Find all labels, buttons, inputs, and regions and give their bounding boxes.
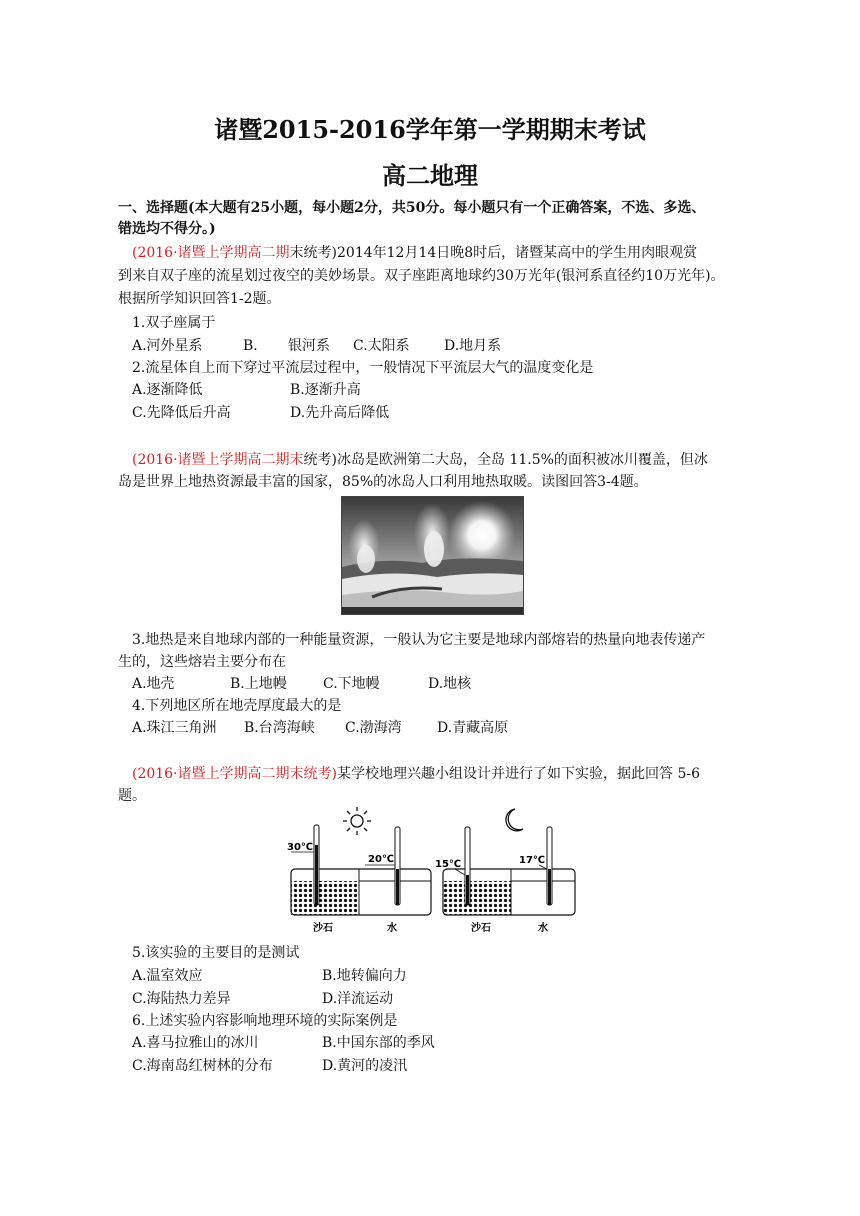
group1-intro-line1 [132,243,697,263]
q1-option-c: C.太阳系 [353,338,410,354]
q6-option-d: D.黄河的凌汛 [322,1058,408,1074]
experiment-diagram [283,803,583,938]
group2-intro-line1 [132,450,708,470]
intro-text: 某学校地理兴趣小组设计并进行了如下实验，据此回答 5-6 [337,766,701,782]
intro-text: 统考)冰岛是欧洲第二大岛，全岛 11.5%的面积被冰川覆盖，但冰 [303,452,708,468]
q4-option-b: B.台湾海峡 [244,720,315,736]
day-container [291,825,431,915]
group2-intro-line2: 岛是世界上地热资源最丰富的国家，85%的冰岛人口利用地热取暖。读图回答3-4题。 [118,474,648,490]
q2-option-d: D.先升高后降低 [290,405,390,421]
q5-option-c: C.海陆热力差异 [132,991,231,1007]
group1-intro-line3: 根据所学知识回答1-2题。 [118,291,281,307]
label-water-day: 水 [387,923,397,934]
moon-icon [506,809,523,831]
label-water-night: 水 [538,923,548,934]
q3-option-d: D.地核 [428,676,472,692]
q5-option-b: B.地转偏向力 [322,968,407,984]
q1-option-d: D.地月系 [444,338,502,354]
q2-option-b: B.逐渐升高 [290,382,361,398]
section-instructions-line1: 一、选择题(本大题有25小题，每小题2分，共50分。每小题只有一个正确答案，不选、多选、 [118,200,706,216]
page-subtitle: 高二地理 [382,161,478,190]
sun-icon [343,807,371,835]
question-4: 4.下列地区所在地壳厚度最大的是 [132,698,342,714]
q4-option-a: A.珠江三角洲 [132,720,217,736]
label-sand-day: 沙石 [313,923,333,934]
intro-text: 末统考)2014年12月14日晚8时后，诸暨某高中的学生用肉眼观赏 [289,245,698,261]
q3-option-a: A.地壳 [132,676,175,692]
q6-option-a: A.喜马拉雅山的冰川 [132,1035,259,1051]
page-title: 诸暨2015-2016学年第一学期期末考试 [214,115,646,144]
q5-option-d: D.洋流运动 [322,991,394,1007]
group1-intro-line2: 到来自双子座的流星划过夜空的美妙场景。双子座距离地球约30万光年(银河系直径约10万光年)。 [118,268,725,284]
q3-option-c: C.下地幔 [323,676,380,692]
source-citation: (2016·诸暨上学期高二期 [132,245,290,261]
question-3-line2: 生的，这些熔岩主要分布在 [118,654,286,670]
q4-option-d: D.青藏高原 [437,720,509,736]
night-water-temp: 17℃ [519,855,546,866]
section-instructions-line2: 错选均不得分。) [118,221,216,237]
source-citation: (2016·诸暨上学期高二期末统考) [132,766,338,782]
group3-intro-line1 [132,764,700,784]
q5-option-a: A.温室效应 [132,968,203,984]
question-2: 2.流星体自上而下穿过平流层过程中，一般情况下平流层大气的温度变化是 [132,360,594,376]
iceland-geothermal-photo [341,496,524,615]
question-3-line1: 3.地热是来自地球内部的一种能量资源，一般认为它主要是地球内部熔岩的热量向地表传递产 [132,632,706,648]
day-sand-temp: 30℃ [287,842,314,853]
q2-option-a: A.逐渐降低 [132,382,203,398]
label-sand-night: 沙石 [471,923,491,934]
night-sand-temp: 15℃ [435,859,462,870]
q1-option-b-letter: B. [243,338,258,354]
q6-option-b: B.中国东部的季风 [322,1035,435,1051]
q1-option-b-text: 银河系 [288,338,330,354]
question-1: 1.双子座属于 [132,315,216,331]
source-citation: (2016·诸暨上学期高二期末 [132,452,304,468]
q4-option-c: C.渤海湾 [345,720,402,736]
q2-option-c: C.先降低后升高 [132,405,231,421]
q1-option-a: A.河外星系 [132,338,203,354]
question-5: 5.该实验的主要目的是测试 [132,945,300,961]
night-container [443,827,575,915]
day-water-temp: 20℃ [368,854,395,865]
group3-intro-line2: 题。 [118,788,146,804]
q3-option-b: B.上地幔 [230,676,287,692]
q6-option-c: C.海南岛红树林的分布 [132,1058,273,1074]
question-6: 6.上述实验内容影响地理环境的实际案例是 [132,1013,398,1029]
